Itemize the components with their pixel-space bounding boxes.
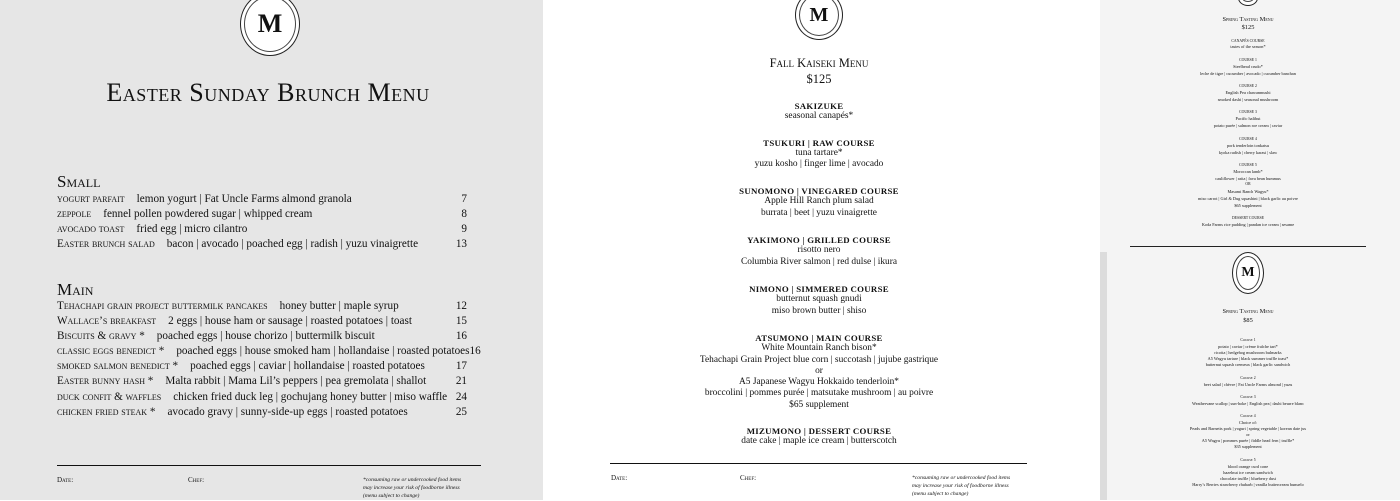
course-text: Weathervane scallop | sun-hoke | English pea | dashi beurre blanc	[1191, 401, 1304, 406]
course-text: kyoka radish | cherry karasi | slaw	[1218, 150, 1278, 155]
course-text: cauliflower | raita | fava bean hummus	[1215, 176, 1281, 181]
menu-item-row	[57, 374, 467, 389]
course-text: English Pea chawanmushi	[1225, 90, 1271, 95]
course-text: burrata | beet | yuzu vinaigrette	[761, 208, 877, 218]
brunch-menu-page	[0, 0, 543, 500]
menu-item-name: Wallace’s breakfast	[57, 315, 157, 328]
course-text: miso brown butter | shiso	[771, 306, 867, 316]
menu-item-description: poached eggs | caviar | hollandaise | roasted potatoes	[190, 360, 425, 373]
course-heading: COURSE 3	[1239, 110, 1257, 114]
course-text: hazelnut ice cream sandwich	[1223, 470, 1273, 475]
course-text: Steelhead crudo*	[1233, 64, 1263, 69]
course-text: chocolate truffle | blueberry dust	[1220, 476, 1276, 481]
course-text: or	[815, 366, 823, 376]
course-text: miso carrot | Girl & Dug squashini | black garlic au poivre	[1198, 196, 1298, 201]
logo-monogram	[1245, 0, 1252, 2]
course-text: Moroccan lamb*	[1233, 169, 1263, 174]
course-text: Pacific halibut	[1235, 116, 1261, 121]
menu-item-row	[57, 192, 467, 207]
course-heading: SAKIZUKE	[794, 101, 844, 111]
menu-item-price: 21	[455, 375, 467, 388]
menu-item-name: Biscuits & gravy *	[57, 330, 145, 343]
menu-item-price: 16	[469, 345, 481, 358]
course-heading: NIMONO | SIMMERED COURSE	[749, 284, 889, 294]
course-heading: CANAPÉS COURSE	[1231, 39, 1265, 43]
menu-item-row	[57, 299, 467, 314]
course-text: broccolini | pommes purée | matsutake mushroom | au poivre	[704, 388, 934, 398]
menu-item-description: fried egg | micro cilantro	[136, 223, 248, 236]
kaiseki-menu-page	[543, 0, 1100, 500]
course-text: Harry’s Berries strawberry rhubarb | vanilla buttercream bunuelo	[1192, 482, 1304, 487]
main-section-heading: Main	[57, 280, 94, 299]
menu-item-price: 12	[455, 300, 467, 312]
logo-monogram: M	[809, 4, 829, 26]
course-heading: Course 5	[1240, 458, 1256, 462]
disclaimer-line: (menu subject to change)	[363, 493, 420, 500]
menu-item-name: zeppole	[57, 208, 92, 221]
course-heading: TSUKURI | RAW COURSE	[763, 138, 875, 148]
course-text: $65 supplement	[789, 400, 849, 410]
menu-item-price: 15	[455, 315, 467, 328]
menu-item-row	[57, 329, 467, 344]
menu-item-price: 13	[455, 238, 467, 251]
course-heading: COURSE 1	[1239, 58, 1257, 62]
course-text: potato purée | salmon roe cream | caviar	[1213, 123, 1283, 128]
logo-monogram: M	[1241, 265, 1255, 280]
menu-item-description: Malta rabbit | Mama Lil’s peppers | pea gremolata | shallot	[165, 375, 427, 388]
course-text: tuna tartare*	[795, 148, 843, 158]
menu-price: $125	[806, 72, 832, 86]
menu-title: Fall Kaiseki Menu	[769, 56, 869, 70]
course-text: ricotta | hedgehog mushroom bulmarks	[1214, 350, 1282, 355]
course-heading: MIZUMONO | DESSERT COURSE	[746, 426, 892, 436]
course-text: pork tenderloin tonkatsu	[1226, 143, 1269, 148]
restaurant-logo	[795, 0, 843, 40]
course-text: butternut squash cremeux | black garlic sandwich	[1205, 362, 1291, 367]
course-text: date cake | maple ice cream | butterscotch	[741, 436, 897, 446]
chef-label: Chef:	[188, 476, 205, 484]
menu-item-row	[57, 237, 467, 252]
footer-divider	[610, 463, 1027, 464]
course-text: risotto nero	[797, 245, 841, 255]
course-text: tastes of the season*	[1230, 44, 1266, 49]
food-disclaimer	[912, 474, 1010, 499]
course-heading: COURSE 5	[1239, 163, 1257, 167]
menu-item-name: smoked salmon benedict *	[57, 360, 179, 373]
menu-title: $125	[1241, 24, 1255, 31]
course-text: Peads and Barnetts pork | yogurt | spring vegetable | korean date jus	[1189, 426, 1307, 431]
menu-item-description: fennel pollen powdered sugar | whipped cream	[103, 208, 313, 221]
menu-item-row	[57, 359, 467, 374]
food-disclaimer	[363, 476, 461, 501]
course-heading: Course 3	[1240, 395, 1256, 399]
menu-title: Spring Tasting Menu	[1222, 16, 1274, 23]
course-text: A5 Japanese Wagyu Hokkaido tenderloin*	[739, 377, 899, 387]
course-text: yuzu kosho | finger lime | avocado	[754, 159, 884, 169]
logo-monogram: M	[257, 9, 283, 38]
chef-label: Chef:	[740, 474, 757, 482]
disclaimer-line: (menu subject to change)	[912, 491, 969, 498]
menu-item-price: 7	[461, 193, 467, 205]
menu-item-price: 9	[461, 223, 467, 236]
course-heading: ATSUMONO | MAIN COURSE	[755, 333, 883, 343]
small-section-heading: Small	[57, 172, 101, 191]
menu-title: Easter Sunday Brunch Menu	[106, 78, 430, 107]
course-text: leche de tigre | cucumber | avocado | cucumber banchan	[1200, 71, 1296, 76]
course-text: blood orange curd cone	[1227, 464, 1269, 469]
course-text: Koda Farms rice pudding | pandan ice cream | sesame	[1201, 222, 1295, 227]
menu-item-description: 2 eggs | house ham or sausage | roasted potatoes | toast	[168, 315, 412, 328]
menu-item-price: 25	[455, 405, 467, 418]
menu-item-price: 8	[461, 208, 467, 221]
course-text: beet salad | chèvre | Fat Uncle Farms almond | yuzu	[1203, 382, 1293, 387]
disclaimer-line: *consuming raw or undercooked food items	[363, 477, 462, 483]
menu-item-description: lemon yogurt | Fat Uncle Farms almond granola	[136, 193, 352, 205]
menu-item-name: duck confit & waffles	[57, 390, 162, 403]
course-heading: OR	[1245, 182, 1251, 186]
menu-item-name: Easter brunch salad	[57, 238, 155, 251]
menu-item-name: chicken fried steak *	[57, 405, 156, 418]
course-heading: DESSERT COURSE	[1231, 216, 1265, 220]
restaurant-logo	[240, 0, 300, 56]
course-text: or	[1246, 432, 1250, 437]
menu-item-row	[57, 222, 467, 237]
menu-item-row	[57, 390, 467, 405]
menu-item-name: classic eggs benedict *	[57, 345, 165, 358]
course-heading: YAKIMONO | GRILLED COURSE	[747, 235, 891, 245]
menu-item-description: honey butter | maple syrup	[279, 300, 399, 312]
menu-item-description: bacon | avocado | poached egg | radish | yuzu vinaigrette	[166, 238, 419, 251]
menu-item-description: avocado gravy | sunny-side-up eggs | roasted potatoes	[167, 405, 408, 418]
disclaimer-line: *consuming raw or undercooked food items	[912, 475, 1011, 481]
menu-item-price: 16	[455, 330, 467, 343]
course-text: potato | caviar | crème fraîche tart*	[1218, 344, 1278, 349]
course-text: White Mountain Ranch bison*	[761, 343, 877, 353]
menu-item-row	[57, 405, 467, 420]
disclaimer-line: may increase your risk of foodborne illness	[912, 483, 1009, 490]
course-text: $35 supplement	[1234, 444, 1262, 449]
date-label: Date:	[611, 474, 628, 482]
menu-item-description: poached eggs | house chorizo | buttermilk biscuit	[156, 330, 375, 343]
course-text: Tehachapi Grain Project blue corn | succotash | jujube gastrique	[699, 355, 939, 365]
menu-item-description: poached eggs | house smoked ham | hollandaise | roasted potatoes	[176, 345, 470, 358]
course-text: A5 Wagyu tartare | black summer truffle toast*	[1207, 356, 1289, 361]
course-heading: Course 1	[1240, 338, 1256, 342]
course-text: A5 Wagyu | pommes purée | fiddle head fern | truffle*	[1201, 438, 1295, 443]
page-separator	[1130, 246, 1366, 247]
date-label: Date:	[57, 476, 74, 484]
menu-item-row	[57, 344, 481, 359]
course-heading: SUNOMONO | VINEGARED COURSE	[739, 186, 899, 196]
course-text: seasonal canapés*	[784, 111, 854, 121]
course-text: $65 supplement	[1234, 203, 1262, 208]
course-text: Columbia River salmon | red dulse | ikura	[740, 257, 898, 267]
menu-title: $85	[1243, 317, 1253, 324]
menu-item-name: Easter bunny hash *	[57, 375, 154, 388]
spring-tasting-menus-page	[1100, 0, 1400, 500]
course-text: Masami Ranch Wagyu*	[1227, 189, 1269, 194]
course-heading: COURSE 4	[1239, 137, 1257, 141]
menu-item-name: yogurt parfait	[57, 193, 125, 205]
menu-item-row	[57, 314, 467, 329]
menu-item-row	[57, 207, 467, 222]
menu-item-description: chicken fried duck leg | gochujang honey butter | miso waffle	[173, 390, 448, 403]
course-heading: COURSE 2	[1239, 84, 1257, 88]
course-heading: Course 2	[1240, 376, 1256, 380]
course-text: Choice of:	[1238, 420, 1258, 425]
footer-divider	[57, 465, 481, 466]
main-items-list	[57, 299, 481, 420]
disclaimer-line: may increase your risk of foodborne illness	[363, 485, 460, 492]
restaurant-logo	[1232, 252, 1264, 294]
small-items-list	[57, 192, 467, 252]
course-text: butternut squash gnudi	[776, 294, 862, 304]
restaurant-logo	[1238, 0, 1258, 6]
course-heading: Course 4	[1240, 414, 1256, 418]
course-text: Apple Hill Ranch plum salad	[764, 196, 874, 206]
course-text: smoked dashi | seasonal mushroom	[1217, 97, 1279, 102]
menu-item-name: avocado toast	[57, 223, 125, 236]
menu-item-name: Tehachapi grain project buttermilk pancakes	[57, 300, 268, 312]
menu-item-price: 24	[455, 390, 467, 403]
menu-item-price: 17	[455, 360, 467, 373]
menu-title: Spring Tasting Menu	[1222, 308, 1274, 315]
